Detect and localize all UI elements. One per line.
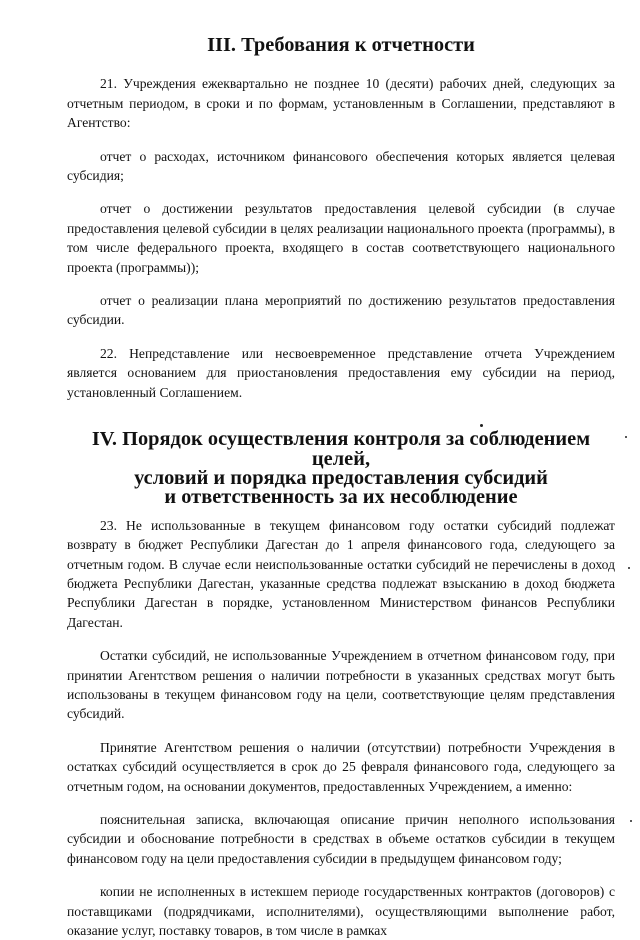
paragraph-explanatory-note: пояснительная записка, включающая описание причин неполного использования субсидии и обоснование потребности в средствах в объеме остатков субсидии в текущем финансовом году на цели предоставления субсидии в предыдущем финансовом году;: [67, 812, 615, 866]
paragraph-22: 22. Непредставление или несвоевременное представление отчета Учреждением является основанием для приостановления предоставления ему субсидии на период, установленный Соглашением.: [67, 345, 615, 400]
paragraph-contract-copies: копии не исполненных в истекшем периоде государственных контрактов (договоров) с поставщиками (подрядчиками, исполнителями), осуществляющими выполнение работ, оказание услуг, поставку товаров, в том числе в рамках: [67, 884, 615, 939]
paragraph-agency-decision: Принятие Агентством решения о наличии (отсутствии) потребности Учреждения в остатках субсидий осуществляется в срок до 25 февраля финансового года, следующего за отчетным годом, на основании документов, предоставленных Учреждением, а именно:: [67, 739, 615, 794]
section-3-title: III. Требования к отчетности: [207, 34, 475, 56]
paragraph-unused-remainders: Остатки субсидий, не использованные Учреждением в отчетном финансовом году, при принятии Агентством решения о наличии потребности в указанных средствах могут быть использованы в текущем финансовом году на цели, соответствующие целям представления субсидий.: [67, 648, 615, 722]
paragraph-report-plan: отчет о реализации плана мероприятий по достижению результатов предоставления субсидии.: [67, 293, 615, 328]
section-4-title-line-2: условий и порядка предоставления субсидий: [134, 466, 548, 489]
section-4-title-line-1: IV. Порядок осуществления контроля за соблюдением целей,: [91, 428, 591, 470]
scan-speck: [480, 424, 483, 427]
paragraph-report-expenses: отчет о расходах, источником финансового обеспечения которых является целевая субсидия;: [67, 148, 615, 184]
document-content: [67, 34, 615, 939]
section-4-title-line-3: и ответственность за их несоблюдение: [164, 486, 518, 509]
scan-speck: [630, 820, 632, 822]
paragraph-21: 21. Учреждения ежеквартально не позднее 10 (десяти) рабочих дней, следующих за отчетным периодом, в сроки и по формам, установленным в Соглашении, представляют в Агентство:: [67, 76, 615, 131]
paragraph-report-results: отчет о достижении результатов предоставления целевой субсидии (в случае предоставления целевой субсидии в целях реализации национального проекта (программы), в том числе федерального проекта, входящего в состав соответствующего национального проекта (программы));: [67, 201, 615, 275]
scan-speck: [628, 567, 630, 569]
paragraph-23: 23. Не использованные в текущем финансовом году остатки субсидий подлежат возврату в бюджет Республики Дагестан до 1 апреля финансового года, следующего за отчетным годом. В случае если неиспользованные остатки субсидий не перечислены в доход бюджета Республики Дагестан, указанные средства подлежат взысканию в доход бюджета Республики Дагестан в порядке, установленном Министерством финансов Республики Дагестан.: [67, 517, 615, 630]
scan-speck: [625, 436, 627, 438]
section-4-title: [67, 430, 615, 508]
